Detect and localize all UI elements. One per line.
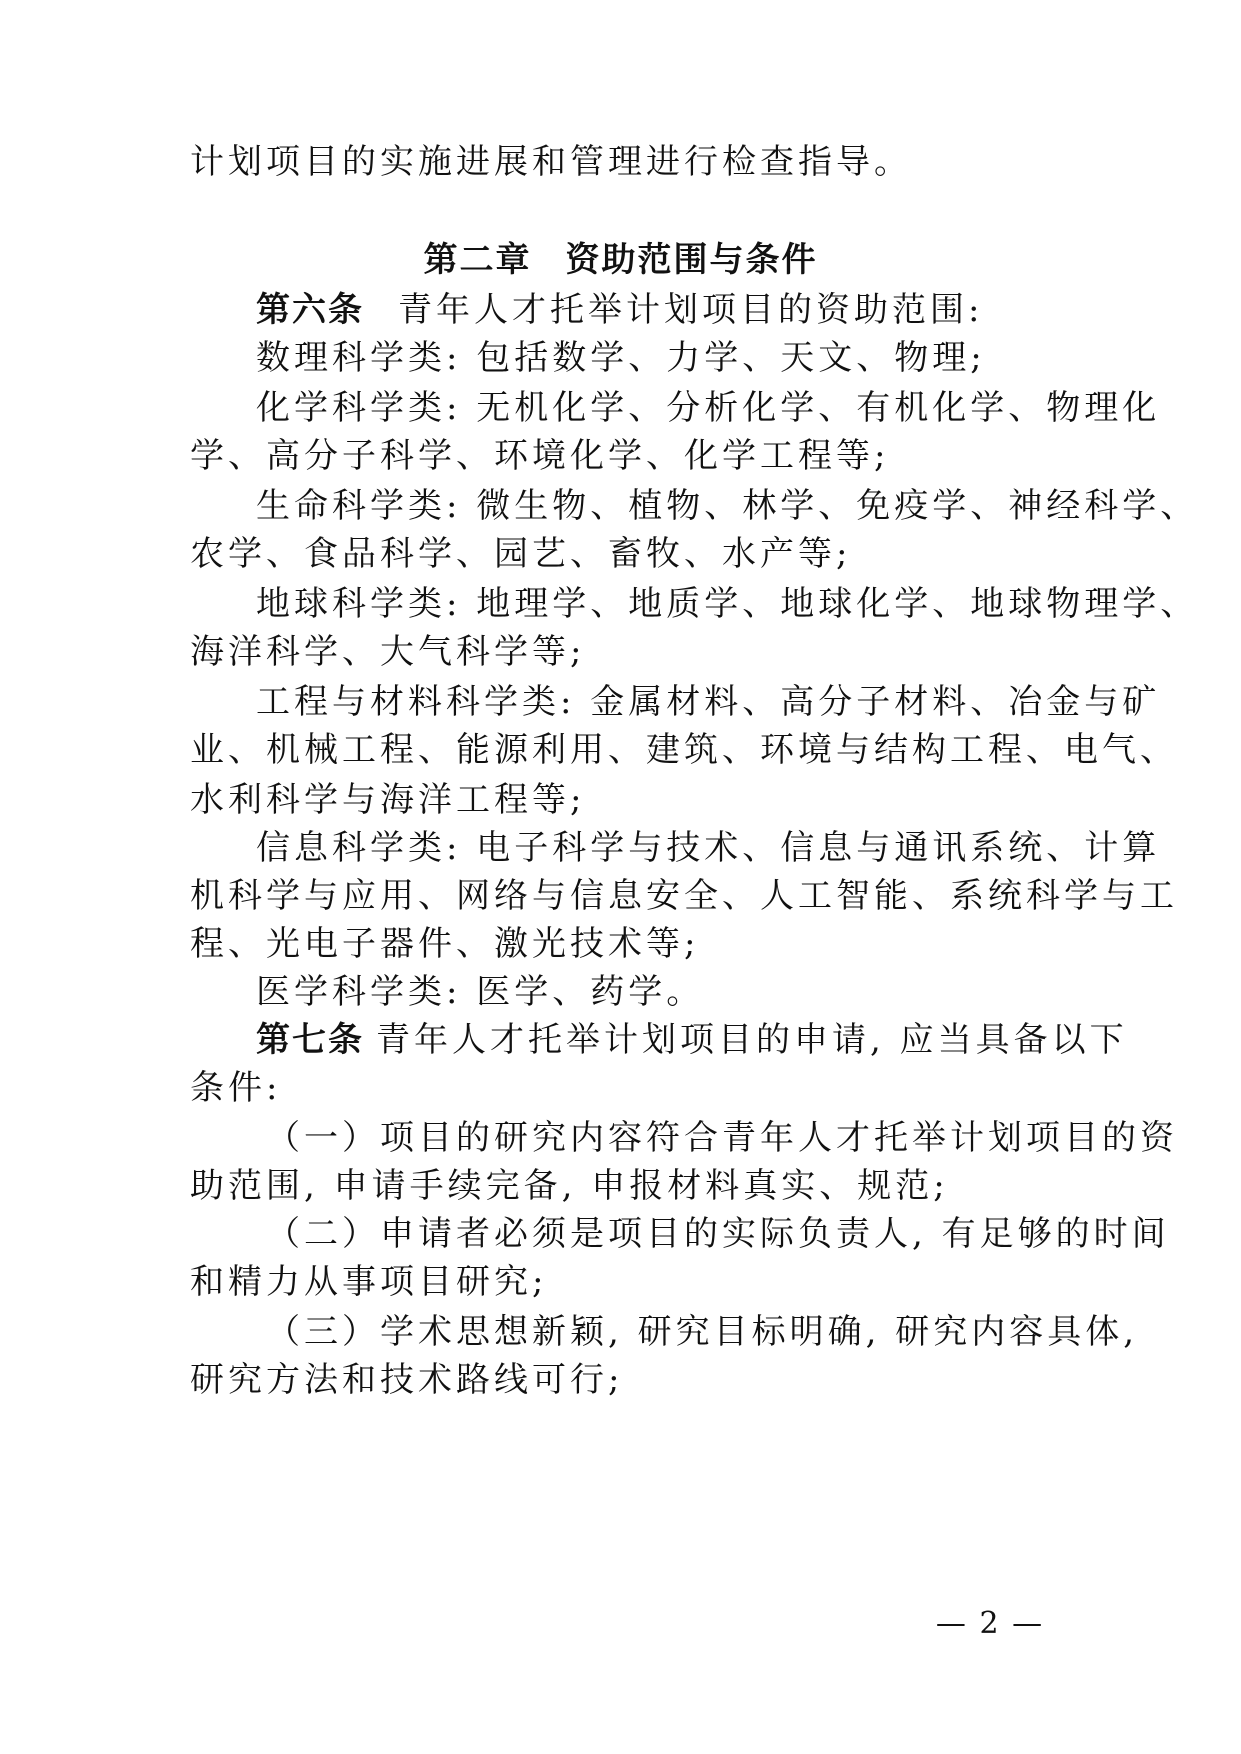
text-line: 海洋科学、大气科学等;	[190, 632, 586, 672]
page-number: — 2 —	[935, 1606, 1045, 1641]
text-line: 工程与材料科学类: 金属材料、高分子材料、冶金与矿	[256, 682, 1161, 722]
text-line: 水利科学与海洋工程等;	[190, 780, 586, 820]
text-line: （三）学术思想新颖, 研究目标明确, 研究内容具体,	[266, 1312, 1139, 1352]
text-line: 数理科学类: 包括数学、力学、天文、物理;	[256, 338, 986, 378]
article-seven-text: 青年人才托举计划项目的申请, 应当具备以下	[376, 1020, 1128, 1060]
text-line: 程、光电子器件、激光技术等;	[190, 924, 700, 964]
text-line: 和精力从事项目研究;	[190, 1262, 548, 1302]
text-line: 信息科学类: 电子科学与技术、信息与通讯系统、计算	[256, 828, 1161, 868]
text-line: 机科学与应用、网络与信息安全、人工智能、系统科学与工	[190, 876, 1178, 916]
article-six	[256, 288, 983, 332]
text-line: 化学科学类: 无机化学、分析化学、有机化学、物理化	[256, 388, 1161, 428]
article-seven	[256, 1018, 1128, 1062]
text-line: 农学、食品科学、园艺、畜牧、水产等;	[190, 534, 852, 574]
text-line: 计划项目的实施进展和管理进行检查指导。	[190, 142, 912, 182]
text-line: 助范围, 申请手续完备, 申报材料真实、规范;	[190, 1166, 949, 1206]
article-six-label: 第六条	[256, 290, 364, 330]
text-line: 生命科学类: 微生物、植物、林学、免疫学、神经科学、	[256, 486, 1199, 526]
text-line: 业、机械工程、能源利用、建筑、环境与结构工程、电气、	[190, 730, 1178, 770]
article-six-text: 青年人才托举计划项目的资助范围:	[398, 290, 984, 330]
text-line: （一）项目的研究内容符合青年人才托举计划项目的资	[266, 1118, 1178, 1158]
text-line: （二）申请者必须是项目的实际负责人, 有足够的时间	[266, 1214, 1170, 1254]
text-line: 学、高分子科学、环境化学、化学工程等;	[190, 436, 890, 476]
chapter-heading	[0, 238, 1241, 282]
article-seven-label: 第七条	[256, 1020, 364, 1060]
chapter-title: 资助范围与条件	[565, 240, 818, 280]
chapter-number: 第二章	[423, 240, 532, 280]
text-line: 研究方法和技术路线可行;	[190, 1360, 624, 1400]
text-line: 地球科学类: 地理学、地质学、地球化学、地球物理学、	[256, 584, 1199, 624]
text-line: 条件:	[190, 1068, 282, 1108]
text-line: 医学科学类: 医学、药学。	[256, 972, 705, 1012]
